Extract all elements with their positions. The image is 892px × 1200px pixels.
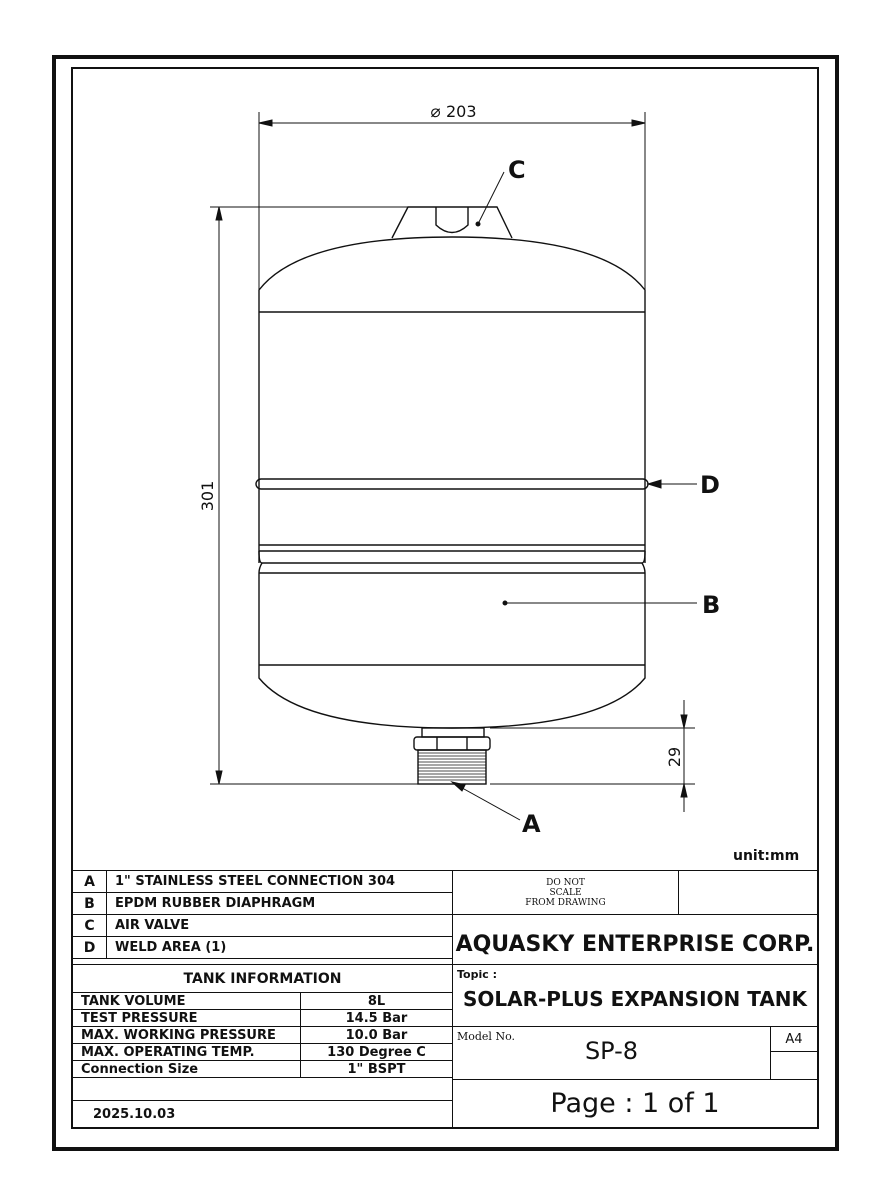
leader-lines	[452, 172, 697, 820]
component-desc-c: AIR VALVE	[106, 914, 453, 937]
component-letter-c: C	[72, 914, 107, 937]
tank-info-value-connection-size: 1" BSPT	[300, 1060, 453, 1078]
model-number: SP-8	[584, 1037, 639, 1065]
callout-a: A	[522, 810, 541, 838]
height-dimension: 301	[198, 480, 217, 512]
component-letter-a: A	[72, 870, 107, 893]
notice-line-2: SCALE	[549, 887, 582, 898]
component-desc-b: EPDM RUBBER DIAPHRAGM	[106, 892, 453, 915]
diameter-dimension: 203	[446, 102, 477, 121]
topic-cell	[452, 964, 818, 1027]
tank-info-value-working-pressure: 10.0 Bar	[300, 1026, 453, 1044]
tank-info-value-volume: 8L	[300, 992, 453, 1010]
tank-outline	[256, 207, 648, 784]
page-number: Page : 1 of 1	[452, 1079, 818, 1128]
tank-info-value-operating-temp: 130 Degree C	[300, 1043, 453, 1061]
tank-info-label-operating-temp: MAX. OPERATING TEMP.	[72, 1043, 301, 1061]
tank-info-label-volume: TANK VOLUME	[72, 992, 301, 1010]
topic-label: Topic :	[457, 968, 497, 981]
tank-info-value-test-pressure: 14.5 Bar	[300, 1009, 453, 1027]
tank-info-label-test-pressure: TEST PRESSURE	[72, 1009, 301, 1027]
blank-row	[72, 1077, 453, 1101]
paper-size: A4	[770, 1026, 818, 1052]
drawing-date: 2025.10.03	[72, 1100, 453, 1128]
callout-d: D	[700, 471, 720, 499]
callout-b: B	[702, 591, 721, 619]
connection-height-dimension: 29	[665, 746, 684, 768]
tank-info-header: TANK INFORMATION	[72, 964, 453, 993]
callout-c: C	[508, 156, 526, 184]
topic-title: SOLAR-PLUS EXPANSION TANK	[462, 987, 808, 1011]
diameter-symbol: ⌀	[430, 102, 441, 122]
model-label: Model No.	[457, 1030, 516, 1043]
component-desc-a: 1" STAINLESS STEEL CONNECTION 304	[106, 870, 453, 893]
component-letter-b: B	[72, 892, 107, 915]
blank-notice-cell	[678, 870, 818, 915]
blank-size-cell	[770, 1051, 818, 1080]
notice-line-3: FROM DRAWING	[525, 897, 606, 908]
component-desc-d: WELD AREA (1)	[106, 936, 453, 959]
title-block	[72, 870, 818, 1128]
model-cell	[452, 1026, 771, 1080]
tank-info-label-connection-size: Connection Size	[72, 1060, 301, 1078]
do-not-scale-notice	[452, 870, 679, 915]
company-name: AQUASKY ENTERPRISE CORP.	[452, 914, 818, 965]
dimension-lines	[210, 112, 695, 812]
thread-lines	[418, 753, 486, 780]
notice-line-1: DO NOT	[546, 877, 585, 888]
component-letter-d: D	[72, 936, 107, 959]
unit-label: unit:mm	[733, 848, 800, 864]
tank-info-label-working-pressure: MAX. WORKING PRESSURE	[72, 1026, 301, 1044]
